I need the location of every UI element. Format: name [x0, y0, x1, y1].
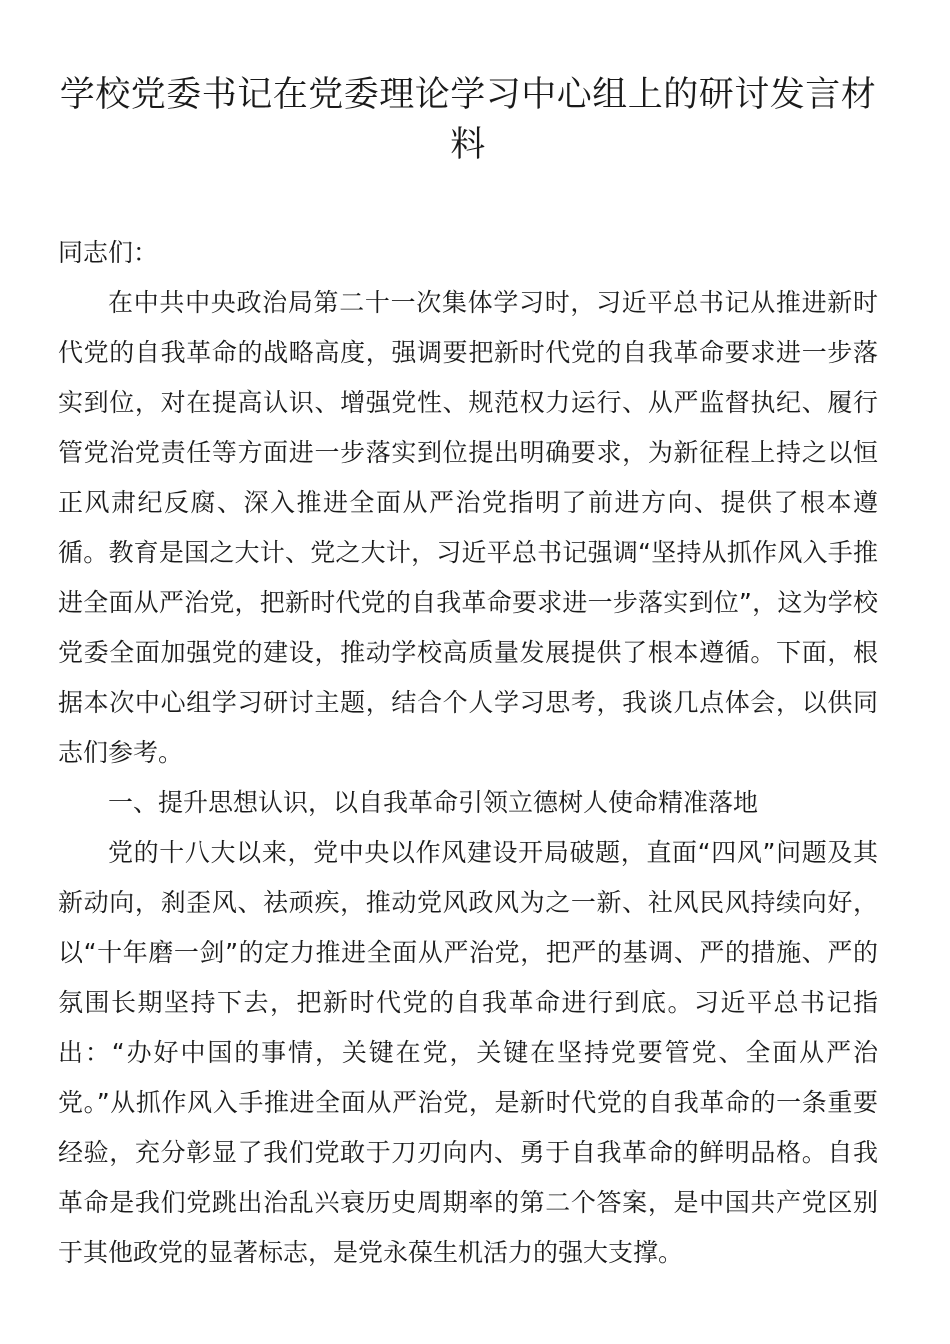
section-heading-1: 一、提升思想认识，以自我革命引领立德树人使命精准落地: [108, 788, 759, 817]
salutation: 同志们：: [58, 238, 159, 267]
paragraph-section-1: 党的十八大以来，党中央以作风建设开局破题，直面“四风”问题及其新动向，刹歪风、祛顽疾，推动党风政风为之一新、社风民风持续向好，以“十年磨一剑”的定力推进全面从严治党，把严的基调、严的措施、严的氛围长期坚持下去，把新时代党的自我革命进行到底。习近平总书记指出：“办好中国的事情，关键在党，关键在坚持党要管党、全面从严治党。”从抓作风入手推进全面从严治党，是新时代党的自我革命的一条重要经验，充分彰显了我们党敢于刀刃向内、勇于自我革命的鲜明品格。自我革命是我们党跳出治乱兴衰历史周期率的第二个答案，是中国共产党区别于其他政党的显著标志，是党永葆生机活力的强大支撑。: [58, 838, 878, 1267]
document-body: [58, 228, 878, 1278]
document-title: 学校党委书记在党委理论学习中心组上的研讨发言材料: [59, 75, 877, 165]
paragraph-intro: 在中共中央政治局第二十一次集体学习时，习近平总书记从推进新时代党的自我革命的战略高度，强调要把新时代党的自我革命要求进一步落实到位，对在提高认识、增强党性、规范权力运行、从严监督执纪、履行管党治党责任等方面进一步落实到位提出明确要求，为新征程上持之以恒正风肃纪反腐、深入推进全面从严治党指明了前进方向、提供了根本遵循。教育是国之大计、党之大计，习近平总书记强调“坚持从抓作风入手推进全面从严治党，把新时代党的自我革命要求进一步落实到位”，这为学校党委全面加强党的建设，推动学校高质量发展提供了根本遵循。下面，根据本次中心组学习研讨主题，结合个人学习思考，我谈几点体会，以供同志们参考。: [58, 288, 878, 767]
